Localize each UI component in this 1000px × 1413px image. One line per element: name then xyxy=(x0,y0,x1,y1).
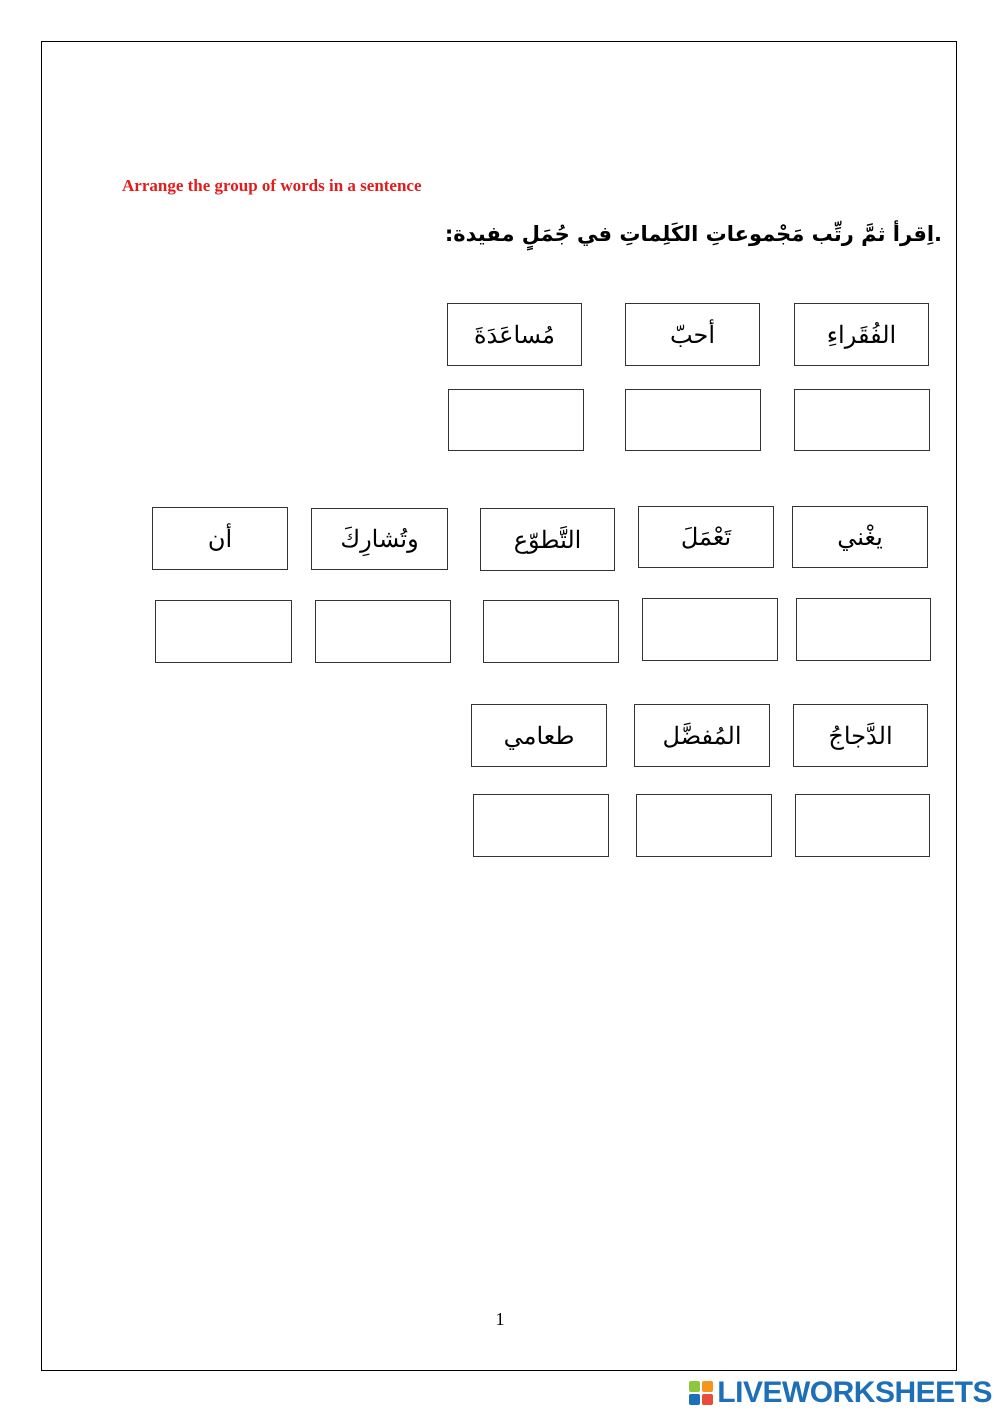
liveworksheets-icon xyxy=(689,1381,713,1405)
answer-box[interactable] xyxy=(794,389,930,451)
word-card[interactable]: التَّطوّع xyxy=(480,508,615,571)
word-card[interactable]: الدَّجاجُ xyxy=(793,704,928,767)
instruction-english: Arrange the group of words in a sentence xyxy=(122,176,422,195)
page-number: 1 xyxy=(495,1309,505,1329)
word-card[interactable]: أن xyxy=(152,507,288,570)
answer-box[interactable] xyxy=(795,794,930,857)
word-card[interactable]: طعامي xyxy=(471,704,607,767)
word-card[interactable]: يغْني xyxy=(792,506,928,568)
word-card[interactable]: تَعْمَلَ xyxy=(638,506,774,568)
word-card[interactable]: أحبّ xyxy=(625,303,760,366)
answer-box[interactable] xyxy=(473,794,609,857)
answer-box[interactable] xyxy=(155,600,292,663)
instruction-arabic: .اِقرأ ثمَّ رتِّب مَجْموعاتِ الكَلِماتِ في جُمَلٍ مفيدة: xyxy=(444,222,942,246)
word-card[interactable]: الفُقَراءِ xyxy=(794,303,929,366)
answer-box[interactable] xyxy=(483,600,619,663)
answer-box[interactable] xyxy=(642,598,778,661)
liveworksheets-wordmark: LIVEWORKSHEETS xyxy=(717,1376,992,1409)
answer-box[interactable] xyxy=(796,598,931,661)
word-card[interactable]: مُساعَدَةَ xyxy=(447,303,582,366)
word-card[interactable]: وتُشارِكَ xyxy=(311,508,448,570)
word-card[interactable]: المُفضَّل xyxy=(634,704,770,767)
answer-box[interactable] xyxy=(315,600,451,663)
answer-box[interactable] xyxy=(448,389,584,451)
liveworksheets-logo xyxy=(689,1376,992,1410)
answer-box[interactable] xyxy=(625,389,761,451)
answer-box[interactable] xyxy=(636,794,772,857)
